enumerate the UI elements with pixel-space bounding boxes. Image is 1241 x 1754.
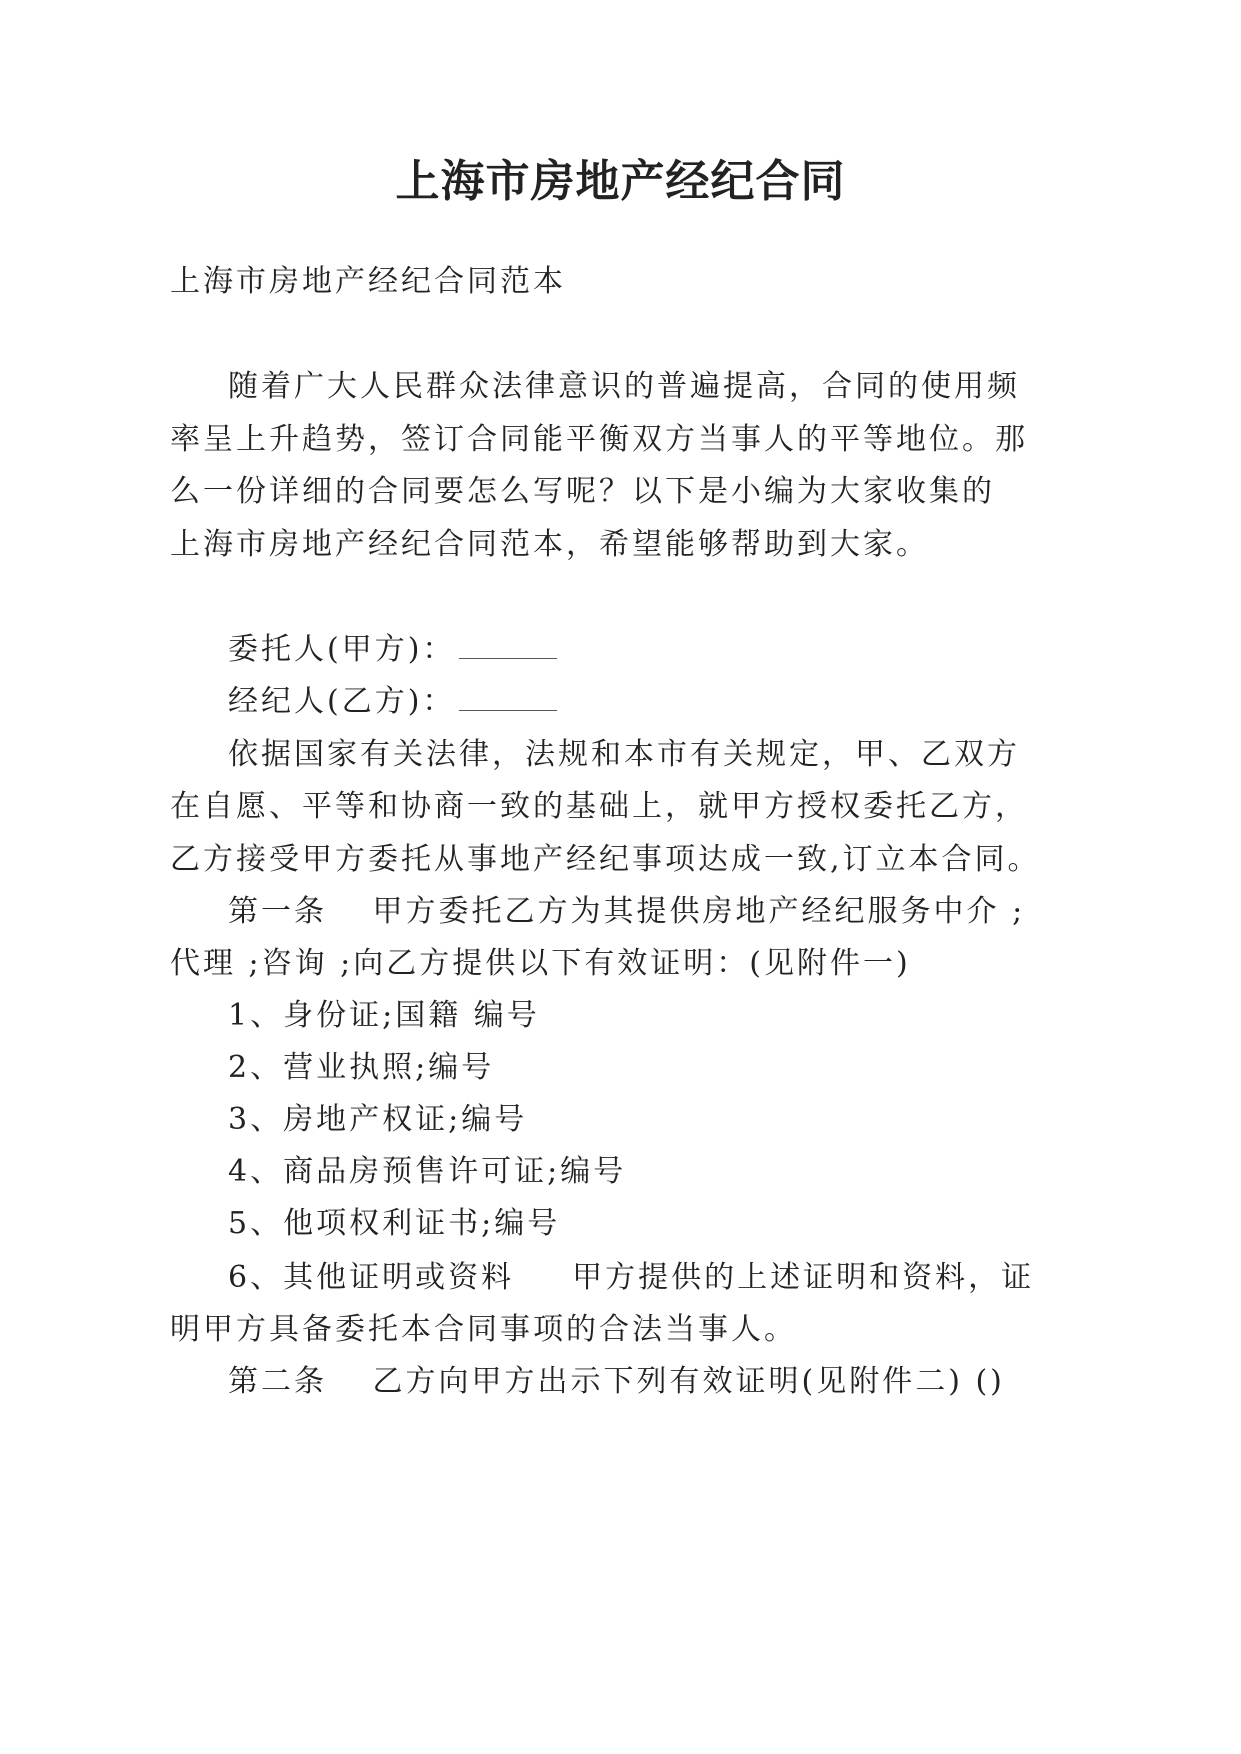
client-name-blank [459,632,557,659]
list-item-3: 3、房地产权证;编号 [228,1102,528,1137]
agent-name-blank [459,684,557,711]
intro-line-3: 么一份详细的合同要怎么写呢？以下是小编为大家收集的 [170,474,995,509]
list-item-6-line-1: 6、其他证明或资料 甲方提供的上述证明和资料，证 [228,1260,1035,1295]
article1-line-1: 第一条 甲方委托乙方为其提供房地产经纪服务中介 ; [228,894,1026,929]
document-title: 上海市房地产经纪合同 [395,156,846,207]
list-item-4: 4、商品房预售许可证;编号 [228,1154,627,1189]
basis-line-1: 依据国家有关法律，法规和本市有关规定，甲、乙双方 [228,737,1020,772]
list-item-2: 2、营业执照;编号 [228,1050,495,1085]
client-party-line [228,630,557,670]
agent-party-line [228,682,557,722]
agent-party-label: 经纪人(乙方)： [228,684,456,719]
list-item-6-line-2: 明甲方具备委托本合同事项的合法当事人。 [170,1312,797,1347]
article1-line-2: 代理 ;咨询 ;向乙方提供以下有效证明：(见附件一) [170,946,911,981]
article2-line: 第二条 乙方向甲方出示下列有效证明(见附件二) () [228,1364,1005,1399]
intro-line-2: 率呈上升趋势，签订合同能平衡双方当事人的平等地位。那 [170,422,1028,457]
basis-line-3: 乙方接受甲方委托从事地产经纪事项达成一致,订立本合同。 [170,842,1041,877]
client-party-label: 委托人(甲方)： [228,632,456,667]
list-item-1: 1、身份证;国籍 编号 [228,998,540,1033]
intro-line-1: 随着广大人民群众法律意识的普遍提高，合同的使用频 [228,369,1020,404]
basis-line-2: 在自愿、平等和协商一致的基础上，就甲方授权委托乙方， [170,789,1028,824]
document-subtitle: 上海市房地产经纪合同范本 [170,264,566,299]
intro-line-4: 上海市房地产经纪合同范本，希望能够帮助到大家。 [170,527,929,562]
list-item-5: 5、他项权利证书;编号 [228,1206,561,1241]
